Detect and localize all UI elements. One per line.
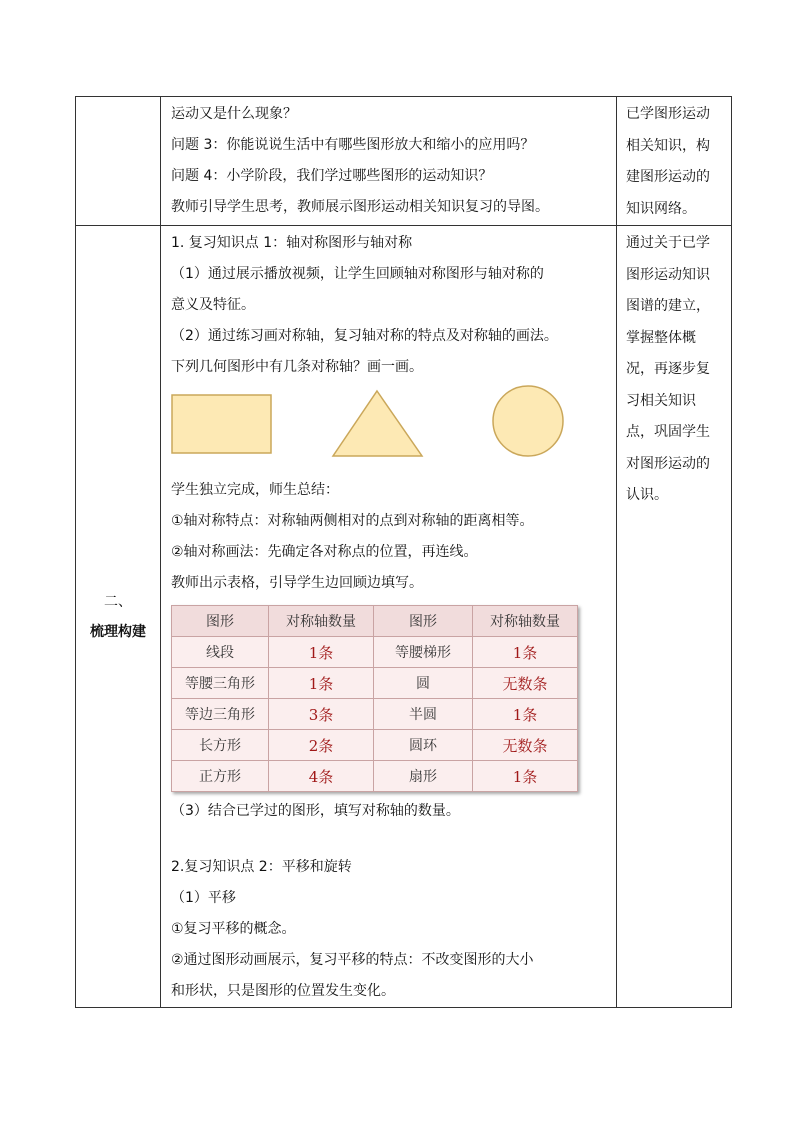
shape-name: 等腰三角形 [172,668,269,699]
shape-name: 等边三角形 [172,699,269,730]
table-row [172,730,578,761]
axis-count: 1条 [473,761,578,792]
text-line: （2）通过练习画对称轴，复习轴对称的特点及对称轴的画法。 [171,328,558,344]
shape-name: 长方形 [172,730,269,761]
text-line: ①复习平移的概念。 [171,921,296,937]
shape-name: 等腰梯形 [374,637,473,668]
section1-content-cell [161,97,617,226]
purpose-line: 图谱的建立， [626,298,710,314]
axis-count: 无数条 [473,730,578,761]
text-line: ②轴对称画法：先确定各对称点的位置，再连线。 [171,544,478,560]
axis-count: 2条 [269,730,374,761]
table-row [172,637,578,668]
text-line: 问题 3：你能说说生活中有哪些图形放大和缩小的应用吗？ [171,137,535,153]
axis-count: 无数条 [473,668,578,699]
table-header: 对称轴数量 [269,606,374,637]
section2-label-cell [76,226,161,1008]
purpose-line: 通过关于已学 [626,235,710,251]
purpose-line: 图形运动知识 [626,266,710,283]
shape-figures [171,383,614,475]
axis-count: 1条 [473,637,578,668]
purpose-line: 对图形运动的 [626,455,710,472]
axis-count: 1条 [473,699,578,730]
section2-purpose-cell [617,226,732,1008]
purpose-line: 建图形运动的 [626,169,710,185]
purpose-line: 点，巩固学生 [626,424,710,440]
symmetry-axis-table [171,605,578,792]
text-line: 学生独立完成，师生总结： [171,482,339,498]
table-row [172,761,578,792]
rectangle-shape [171,394,273,456]
lesson-plan-table [75,96,732,1008]
spacer [171,827,614,852]
axis-count: 3条 [269,699,374,730]
text-line: 教师引导学生思考，教师展示图形运动相关知识复习的导图。 [171,199,549,215]
text-line: 和形状，只是图形的位置发生变化。 [171,983,395,999]
section-row-2 [76,226,732,1008]
axis-count: 1条 [269,637,374,668]
shape-name: 圆环 [374,730,473,761]
text-line: 运动又是什么现象？ [171,106,297,122]
purpose-line: 认识。 [626,487,668,503]
triangle-shape [331,389,425,459]
section-number: 二、 [104,593,132,610]
purpose-line: 掌握整体概 [626,329,696,346]
text-line: （1）通过展示播放视频，让学生回顾轴对称图形与轴对称的 [171,266,544,282]
purpose-line: 相关知识，构 [626,137,710,154]
shape-name: 正方形 [172,761,269,792]
text-line: 问题 4：小学阶段，我们学过哪些图形的运动知识？ [171,168,493,184]
text-line: （1）平移 [171,890,236,906]
shape-name: 半圆 [374,699,473,730]
table-row [172,668,578,699]
text-line: 2.复习知识点 2：平移和旋转 [171,859,352,875]
section1-label-cell [76,97,161,226]
text-line: 下列几何图形中有几条对称轴？画一画。 [171,359,423,375]
shape-name: 扇形 [374,761,473,792]
purpose-line: 习相关知识 [626,392,696,409]
axis-count: 1条 [269,668,374,699]
table-header: 图形 [374,606,473,637]
axis-count: 4条 [269,761,374,792]
text-line: ②通过图形动画展示，复习平移的特点：不改变图形的大小 [171,952,534,968]
text-line: （3）结合已学过的图形，填写对称轴的数量。 [171,803,460,819]
purpose-line: 已学图形运动 [626,106,710,122]
table-header-row [172,606,578,637]
section1-purpose-cell [617,97,732,226]
section-title: 梳理构建 [90,623,146,640]
table-row [172,699,578,730]
text-line: 意义及特征。 [171,297,255,313]
table-header: 图形 [172,606,269,637]
purpose-line: 知识网络。 [626,200,696,217]
table-header: 对称轴数量 [473,606,578,637]
circle-shape [491,384,565,458]
section2-content-cell [161,226,617,1008]
shape-name: 圆 [374,668,473,699]
purpose-line: 况，再逐步复 [626,361,710,377]
shape-name: 线段 [172,637,269,668]
text-line: 教师出示表格，引导学生边回顾边填写。 [171,575,423,591]
text-line: ①轴对称特点：对称轴两侧相对的点到对称轴的距离相等。 [171,513,534,529]
section-row-1 [76,97,732,226]
text-line: 1. 复习知识点 1：轴对称图形与轴对称 [171,235,413,251]
